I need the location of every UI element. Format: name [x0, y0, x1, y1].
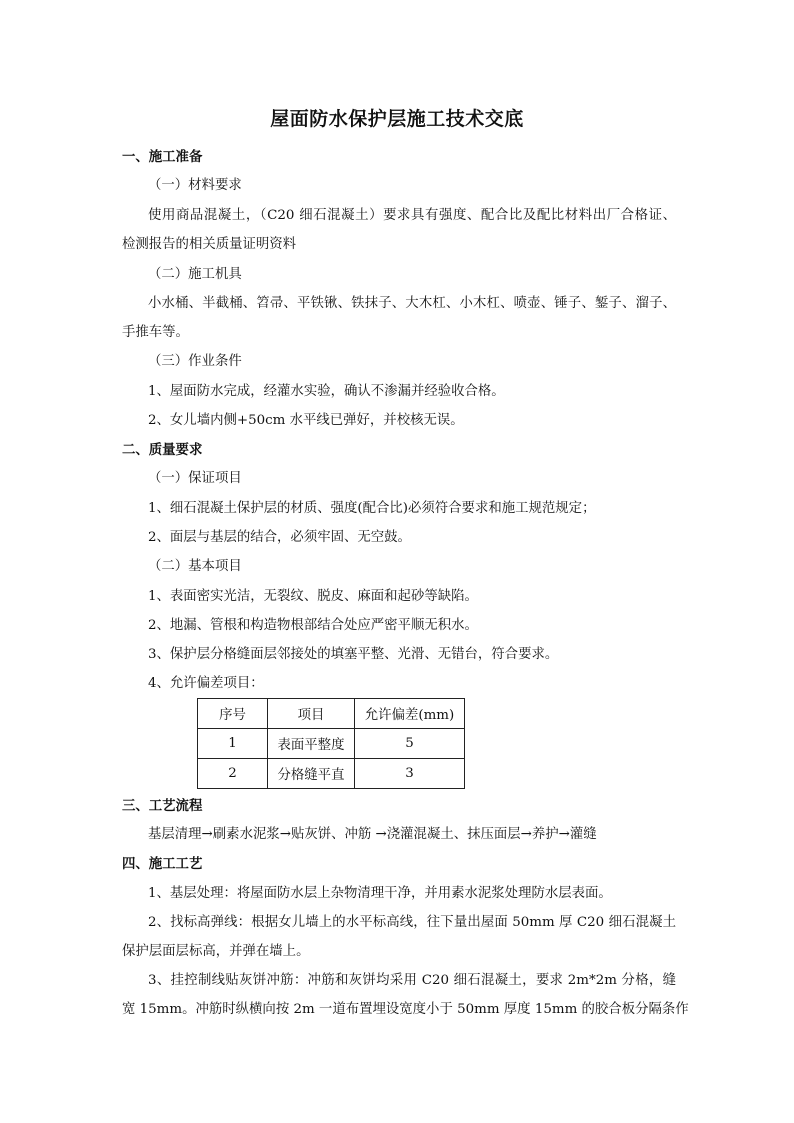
list-item: 3、保护层分格缝面层邻接处的填塞平整、光滑、无错台，符合要求。 — [148, 647, 559, 662]
section-heading-process: 三、工艺流程 — [122, 798, 203, 814]
subheading-materials: （一）材料要求 — [148, 178, 242, 193]
table-cell: 3 — [355, 759, 465, 789]
section-heading-preparation: 一、施工准备 — [122, 149, 203, 165]
paragraph-tools-line2: 手推车等。 — [122, 325, 189, 340]
list-item: 4、允许偏差项目： — [148, 676, 264, 691]
table-header-cell: 项目 — [268, 699, 355, 729]
list-item: 2、面层与基层的结合，必须牢固、无空鼓。 — [148, 530, 411, 545]
document-title: 屋面防水保护层施工技术交底 — [270, 108, 524, 130]
table-cell: 5 — [355, 729, 465, 759]
table-header-cell: 序号 — [198, 699, 268, 729]
table-row — [198, 729, 465, 759]
list-item-continuation: 保护层面层标高，并弹在墙上。 — [122, 944, 310, 959]
paragraph-tools-line1: 小水桶、半截桶、笤帚、平铁锹、铁抹子、大木杠、小木杠、喷壶、锤子、錾子、溜子、 — [148, 296, 676, 311]
table-cell: 分格缝平直 — [268, 759, 355, 789]
table-row — [198, 759, 465, 789]
subheading-guarantee: （一）保证项目 — [148, 471, 242, 486]
subheading-conditions: （三）作业条件 — [148, 354, 242, 369]
section-heading-technique: 四、施工工艺 — [122, 856, 203, 872]
paragraph-materials-line1: 使用商品混凝土，（C20 细石混凝土）要求具有强度、配合比及配比材料出厂合格证、 — [148, 208, 676, 223]
table-cell: 表面平整度 — [268, 729, 355, 759]
section-heading-quality: 二、质量要求 — [122, 442, 203, 458]
subheading-basic: （二）基本项目 — [148, 559, 242, 574]
list-item-continuation: 宽 15mm。冲筋时纵横向按 2m 一道布置埋设宽度小于 50mm 厚度 15mm 的胶合板分隔条作 — [122, 1002, 689, 1017]
list-item: 3、挂控制线贴灰饼冲筋：冲筋和灰饼均采用 C20 细石混凝土，要求 2m*2m 分格，缝 — [148, 973, 676, 988]
process-flow: 基层清理→刷素水泥浆→贴灰饼、冲筋 →浇灌混凝土、抹压面层→养护→灌缝 — [148, 827, 597, 842]
subheading-tools: （二）施工机具 — [148, 267, 242, 282]
list-item: 1、基层处理：将屋面防水层上杂物清理干净，并用素水泥浆处理防水层表面。 — [148, 886, 612, 901]
list-item: 2、地漏、管根和构造物根部结合处应严密平顺无积水。 — [148, 618, 478, 633]
list-item: 2、女儿墙内侧+50cm 水平线已弹好，并校核无误。 — [148, 413, 464, 428]
list-item: 1、细石混凝土保护层的材质、强度(配合比)必须符合要求和施工规范规定； — [148, 501, 596, 516]
table-cell: 2 — [198, 759, 268, 789]
table-header-row — [198, 699, 465, 729]
table-cell: 1 — [198, 729, 268, 759]
list-item: 1、屋面防水完成，经灌水实验，确认不渗漏并经验收合格。 — [148, 384, 505, 399]
table-header-cell: 允许偏差(mm) — [355, 699, 465, 729]
list-item: 1、表面密实光洁，无裂纹、脱皮、麻面和起砂等缺陷。 — [148, 589, 478, 604]
list-item: 2、找标高弹线：根据女儿墙上的水平标高线，往下量出屋面 50mm 厚 C20 细石混凝土 — [148, 915, 676, 930]
paragraph-materials-line2: 检测报告的相关质量证明资料 — [122, 237, 297, 252]
tolerance-table — [197, 698, 465, 789]
